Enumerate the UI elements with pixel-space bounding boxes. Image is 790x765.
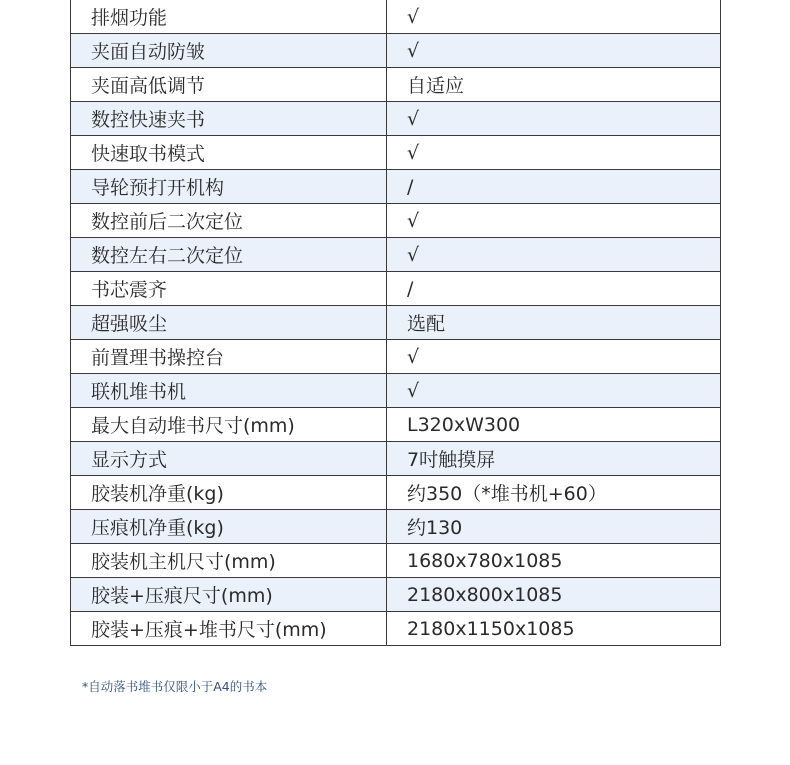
table-row (71, 476, 721, 510)
feature-cell: 导轮预打开机构 (71, 170, 387, 204)
table-row (71, 170, 721, 204)
table-row (71, 136, 721, 170)
table-row (71, 442, 721, 476)
value-cell: 约130 (387, 510, 721, 544)
feature-cell: 最大自动堆书尺寸(mm) (71, 408, 387, 442)
value-cell: / (387, 272, 721, 306)
table-row (71, 306, 721, 340)
feature-cell: 夹面高低调节 (71, 68, 387, 102)
value-cell: 自适应 (387, 68, 721, 102)
table-row (71, 340, 721, 374)
value-cell: 约350（*堆书机+60） (387, 476, 721, 510)
spec-table (70, 0, 721, 646)
value-cell: 2180x1150x1085 (387, 612, 721, 646)
feature-cell: 联机堆书机 (71, 374, 387, 408)
table-row (71, 272, 721, 306)
feature-cell: 超强吸尘 (71, 306, 387, 340)
value-cell: √ (387, 34, 721, 68)
feature-cell: 快速取书模式 (71, 136, 387, 170)
table-row (71, 544, 721, 578)
table-row (71, 0, 721, 34)
table-row (71, 408, 721, 442)
value-cell: √ (387, 374, 721, 408)
feature-cell: 胶装机主机尺寸(mm) (71, 544, 387, 578)
table-row (71, 34, 721, 68)
table-row (71, 612, 721, 646)
table-row (71, 578, 721, 612)
table-row (71, 374, 721, 408)
value-cell: 选配 (387, 306, 721, 340)
value-cell: √ (387, 136, 721, 170)
value-cell: √ (387, 0, 721, 34)
feature-cell: 数控左右二次定位 (71, 238, 387, 272)
feature-cell: 胶装+压痕尺寸(mm) (71, 578, 387, 612)
table-row (71, 238, 721, 272)
feature-cell: 胶装机净重(kg) (71, 476, 387, 510)
value-cell: 1680x780x1085 (387, 544, 721, 578)
feature-cell: 数控快速夹书 (71, 102, 387, 136)
value-cell: √ (387, 204, 721, 238)
value-cell: √ (387, 340, 721, 374)
feature-cell: 夹面自动防皱 (71, 34, 387, 68)
value-cell: 7吋触摸屏 (387, 442, 721, 476)
feature-cell: 数控前后二次定位 (71, 204, 387, 238)
value-cell: L320xW300 (387, 408, 721, 442)
feature-cell: 前置理书操控台 (71, 340, 387, 374)
value-cell: √ (387, 102, 721, 136)
value-cell: √ (387, 238, 721, 272)
table-row (71, 102, 721, 136)
table-row (71, 68, 721, 102)
table-row (71, 204, 721, 238)
feature-cell: 压痕机净重(kg) (71, 510, 387, 544)
spec-table-body (71, 0, 721, 646)
footnote: *自动落书堆书仅限小于A4的书本 (82, 679, 268, 694)
table-row (71, 510, 721, 544)
value-cell: 2180x800x1085 (387, 578, 721, 612)
feature-cell: 胶装+压痕+堆书尺寸(mm) (71, 612, 387, 646)
feature-cell: 排烟功能 (71, 0, 387, 34)
feature-cell: 书芯震齐 (71, 272, 387, 306)
value-cell: / (387, 170, 721, 204)
feature-cell: 显示方式 (71, 442, 387, 476)
